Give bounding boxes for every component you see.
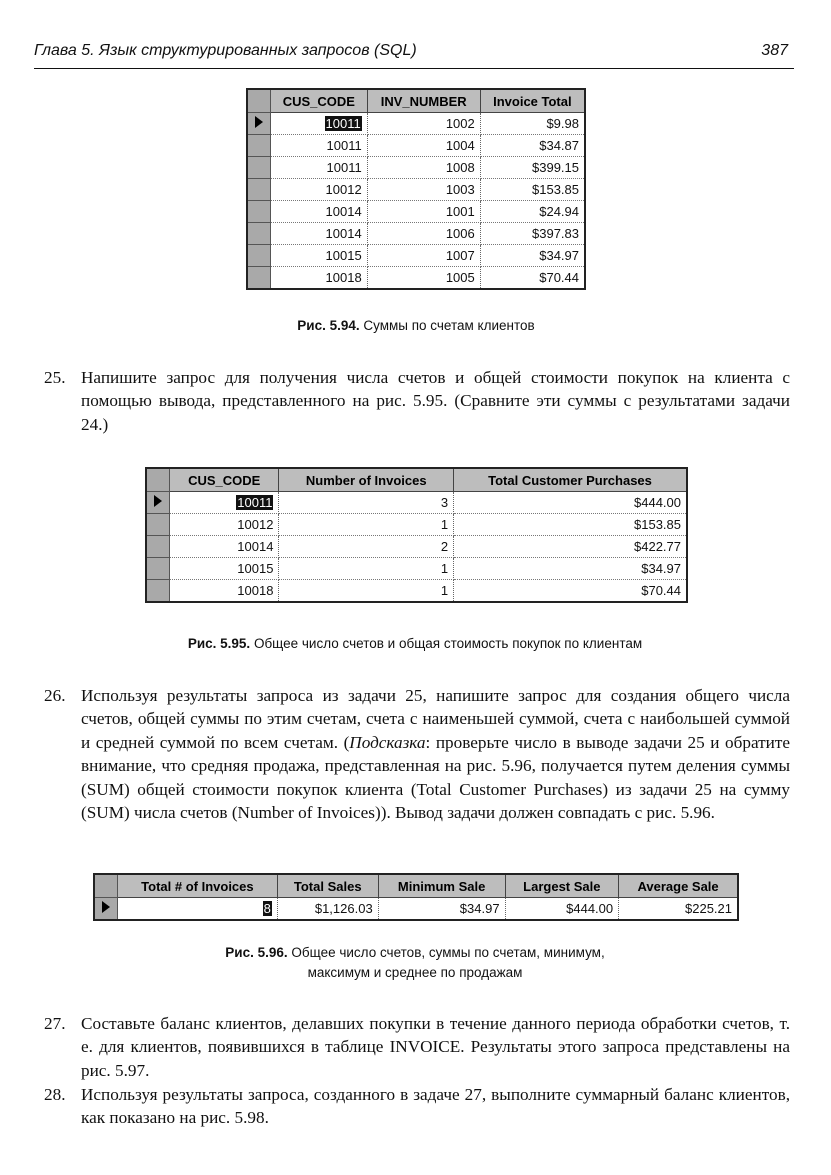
table-header-row (146, 468, 687, 492)
column-header[interactable]: Minimum Sale (378, 874, 505, 898)
hint-label: Подсказка (349, 732, 426, 752)
column-header[interactable]: Largest Sale (505, 874, 619, 898)
task-text-part: Используя результаты запроса из задачи 25, напишите запрос для создания общего числа счетов, общей суммы по этим счетам, счета с наименьшей суммой, счета с наибольшей суммой и средней суммой по всем счетам. ( (81, 686, 790, 752)
table-cell[interactable] (271, 113, 368, 135)
table-row[interactable] (247, 201, 585, 223)
page-header (34, 40, 794, 69)
table-cell[interactable]: $444.00 (454, 492, 687, 514)
row-selector-header[interactable] (247, 89, 271, 113)
table-header-row (247, 89, 585, 113)
table-header-row (94, 874, 738, 898)
selected-cell-value: 8 (263, 901, 271, 916)
table-cell[interactable]: 10011 (271, 135, 368, 157)
table-cell[interactable]: 10012 (170, 514, 279, 536)
table-cell[interactable]: 3 (279, 492, 454, 514)
figure-label: Рис. 5.95. (187, 636, 251, 651)
invoice-totals-table (246, 88, 586, 290)
table-row[interactable] (146, 514, 687, 536)
sales-summary-table (93, 873, 739, 921)
task-25 (44, 366, 790, 436)
table-cell[interactable]: 1002 (367, 113, 480, 135)
table-cell[interactable]: $34.97 (480, 245, 585, 267)
row-selector[interactable] (146, 514, 170, 536)
table-cell[interactable]: $225.21 (619, 898, 738, 921)
column-header[interactable]: Total Sales (277, 874, 378, 898)
table-cell[interactable]: 10011 (271, 157, 368, 179)
table-row[interactable] (247, 157, 585, 179)
table-cell[interactable]: $70.44 (480, 267, 585, 290)
table-cell[interactable]: 10012 (271, 179, 368, 201)
table-cell[interactable]: 10014 (170, 536, 279, 558)
task-number: 25. (44, 368, 66, 387)
row-selector[interactable] (247, 135, 271, 157)
table-row[interactable] (146, 536, 687, 558)
task-text: Напишите запрос для получения числа счетов и общей стоимости покупок на клиента с помощью вывода, представленного на рис. 5.95. (Сравните эти суммы с результатами задачи 24.) (81, 368, 790, 434)
row-selector[interactable] (247, 201, 271, 223)
table-cell[interactable]: $70.44 (454, 580, 687, 603)
table-cell[interactable] (170, 492, 279, 514)
page-number: 387 (761, 42, 788, 59)
table-cell[interactable]: $24.94 (480, 201, 585, 223)
row-selector[interactable] (146, 536, 170, 558)
row-selector-header[interactable] (146, 468, 170, 492)
column-header[interactable]: Total Customer Purchases (454, 468, 687, 492)
record-pointer-icon (154, 495, 162, 507)
task-number: 26. (44, 686, 66, 705)
figure-label: Рис. 5.96. (225, 945, 288, 960)
table-cell[interactable]: 1006 (367, 223, 480, 245)
table-cell[interactable]: 1005 (367, 267, 480, 290)
task-text-part: : проверьте число в выводе задачи 25 и обратите внимание, что средняя продажа, представленная на рис. 5.96, получается путем деления суммы (SUM) общей стоимости покупок клиента (Total Customer Purchases) из задачи 25 на сумму (SUM) числа счетов (Number of Invoices)). Вывод задачи должен совпадать с рис. 5.96. (81, 732, 791, 823)
row-selector[interactable] (94, 898, 118, 921)
column-header[interactable]: CUS_CODE (170, 468, 279, 492)
table-cell[interactable]: 1 (279, 514, 454, 536)
selected-cell-value: 10011 (237, 495, 273, 510)
row-selector[interactable] (146, 580, 170, 603)
table-row[interactable] (146, 558, 687, 580)
table-cell[interactable]: 10018 (271, 267, 368, 290)
table-cell[interactable]: $397.83 (480, 223, 585, 245)
table-cell[interactable]: $34.97 (378, 898, 505, 921)
table-row[interactable] (146, 492, 687, 514)
row-selector[interactable] (146, 558, 170, 580)
figure-label: Рис. 5.94. (297, 318, 360, 333)
table-cell[interactable]: 1 (279, 558, 454, 580)
table-cell[interactable] (118, 898, 278, 921)
row-selector[interactable] (247, 267, 271, 290)
table-row[interactable] (94, 898, 738, 921)
table-cell[interactable]: 1 (279, 580, 454, 603)
table-cell[interactable]: 10014 (271, 223, 368, 245)
table-cell[interactable]: 1007 (367, 245, 480, 267)
figure-caption-text: максимум и среднее по продажам (307, 965, 523, 980)
table-cell[interactable]: $9.98 (480, 113, 585, 135)
task-number: 28. (44, 1085, 66, 1104)
figure-caption (80, 636, 750, 651)
selected-cell-value: 10011 (325, 116, 361, 131)
column-header[interactable]: Number of Invoices (279, 468, 454, 492)
record-pointer-icon (102, 901, 110, 913)
table-row[interactable] (146, 580, 687, 603)
task-28 (44, 1083, 790, 1130)
column-header[interactable]: Total # of Invoices (118, 874, 278, 898)
table-row[interactable] (247, 223, 585, 245)
table-row[interactable] (247, 179, 585, 201)
row-selector[interactable] (247, 223, 271, 245)
task-text: Составьте баланс клиентов, делавших покупки в течение данного периода обработки счетов, т. е. для клиентов, появившихся в таблице INVOICE. Результаты этого запроса представлены на рис. 5.97. (81, 1014, 790, 1080)
figure-caption (120, 943, 710, 983)
figure-caption-text: Общее число счетов, суммы по счетам, минимум, (287, 945, 605, 960)
table-cell[interactable]: $422.77 (454, 536, 687, 558)
table-cell[interactable]: 10015 (170, 558, 279, 580)
table-row[interactable] (247, 113, 585, 135)
table-cell[interactable]: $153.85 (480, 179, 585, 201)
table-cell[interactable]: $1,126.03 (277, 898, 378, 921)
column-header[interactable]: Invoice Total (480, 89, 585, 113)
task-text (81, 684, 790, 824)
task-27 (44, 1012, 790, 1082)
task-26 (44, 684, 790, 824)
table-cell[interactable]: $399.15 (480, 157, 585, 179)
row-selector-header[interactable] (94, 874, 118, 898)
figure-caption (246, 318, 586, 333)
figure-caption-text: Суммы по счетам клиентов (359, 318, 535, 333)
table-row[interactable] (247, 245, 585, 267)
table-cell[interactable]: 2 (279, 536, 454, 558)
row-selector[interactable] (247, 179, 271, 201)
table-cell[interactable]: 1001 (367, 201, 480, 223)
table-cell[interactable]: 10018 (170, 580, 279, 603)
table-cell[interactable]: 10015 (271, 245, 368, 267)
figure-caption-text: Общее число счетов и общая стоимость покупок по клиентам (250, 636, 643, 651)
table-row[interactable] (247, 267, 585, 290)
task-number: 27. (44, 1014, 66, 1033)
row-selector[interactable] (247, 157, 271, 179)
column-header[interactable]: CUS_CODE (271, 89, 368, 113)
table-cell[interactable]: 1003 (367, 179, 480, 201)
column-header[interactable]: INV_NUMBER (367, 89, 480, 113)
customer-purchases-table (145, 467, 688, 603)
table-cell[interactable]: $444.00 (505, 898, 619, 921)
record-pointer-icon (255, 116, 263, 128)
table-cell[interactable]: $34.97 (454, 558, 687, 580)
table-row[interactable] (247, 135, 585, 157)
task-text: Используя результаты запроса, созданного в задаче 27, выполните суммарный баланс клиентов, как показано на рис. 5.98. (81, 1085, 790, 1128)
row-selector[interactable] (247, 245, 271, 267)
row-selector[interactable] (247, 113, 271, 135)
table-cell[interactable]: $153.85 (454, 514, 687, 536)
table-cell[interactable]: $34.87 (480, 135, 585, 157)
chapter-title: Глава 5. Язык структурированных запросов (SQL) (34, 42, 417, 59)
column-header[interactable]: Average Sale (619, 874, 738, 898)
table-cell[interactable]: 1008 (367, 157, 480, 179)
table-cell[interactable]: 1004 (367, 135, 480, 157)
table-cell[interactable]: 10014 (271, 201, 368, 223)
row-selector[interactable] (146, 492, 170, 514)
